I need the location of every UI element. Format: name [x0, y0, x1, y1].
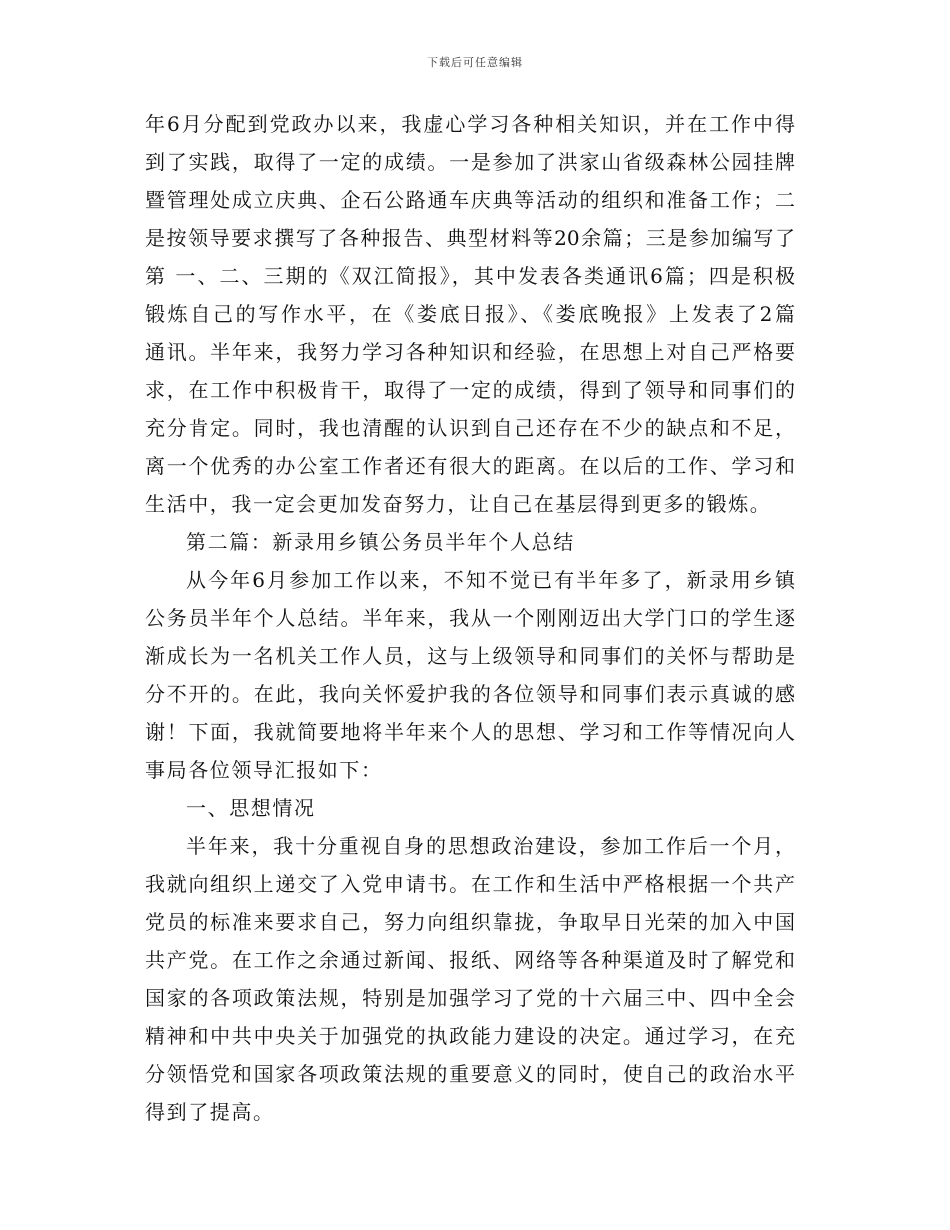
text-line: 锻炼自己的写作水平，在《娄底日报》、《娄底晚报》上发表了2篇	[145, 302, 795, 326]
text-line: 求，在工作中积极肯干，取得了一定的成绩，得到了领导和同事们的	[145, 378, 795, 402]
text-line: 到了实践，取得了一定的成绩。一是参加了洪家山省级森林公园挂牌	[145, 150, 795, 174]
text-line: 分领悟党和国家各项政策法规的重要意义的同时，使自己的政治水平	[145, 1062, 795, 1086]
text-line: 渐成长为一名机关工作人员，这与上级领导和同事们的关怀与帮助是	[145, 644, 795, 668]
text-line: 暨管理处成立庆典、企石公路通车庆典等活动的组织和准备工作；二	[145, 188, 795, 212]
document-body	[145, 105, 795, 1131]
text-line: 谢！下面，我就简要地将半年来个人的思想、学习和工作等情况向人	[145, 720, 795, 744]
text-line: 我就向组织上递交了入党申请书。在工作和生活中严格根据一个共产	[145, 872, 795, 896]
text-line: 第 一、二、三期的《双江简报》，其中发表各类通讯6篇；四是积极	[145, 264, 795, 288]
text-line: 第二篇：新录用乡镇公务员半年个人总结	[186, 530, 575, 554]
text-line: 从今年6月参加工作以来，不知不觉已有半年多了，新录用乡镇	[186, 568, 795, 592]
text-line: 国家的各项政策法规，特别是加强学习了党的十六届三中、四中全会	[145, 986, 795, 1010]
text-line: 事局各位领导汇报如下：	[145, 758, 383, 782]
text-line: 半年来，我十分重视自身的思想政治建设，参加工作后一个月，	[186, 834, 795, 858]
text-line: 得到了提高。	[145, 1100, 275, 1124]
text-line: 离一个优秀的办公室工作者还有很大的距离。在以后的工作、学习和	[145, 454, 795, 478]
text-line: 公务员半年个人总结。半年来，我从一个刚刚迈出大学门口的学生逐	[145, 606, 795, 630]
text-line: 一、思想情况	[186, 796, 316, 820]
text-line: 是按领导要求撰写了各种报告、典型材料等20余篇；三是参加编写了	[145, 226, 795, 250]
text-line: 通讯。半年来，我努力学习各种知识和经验，在思想上对自己严格要	[145, 340, 795, 364]
text-line: 生活中，我一定会更加发奋努力，让自己在基层得到更多的锻炼。	[145, 492, 772, 516]
text-line: 分不开的。在此，我向关怀爱护我的各位领导和同事们表示真诚的感	[145, 682, 795, 706]
text-line: 充分肯定。同时，我也清醒的认识到自己还存在不少的缺点和不足，	[145, 416, 795, 440]
page-header: 下载后可任意编辑	[427, 56, 523, 69]
text-line: 共产党。在工作之余通过新闻、报纸、网络等各种渠道及时了解党和	[145, 948, 795, 972]
text-line: 精神和中共中央关于加强党的执政能力建设的决定。通过学习，在充	[145, 1024, 795, 1048]
text-line: 年6月分配到党政办以来，我虚心学习各种相关知识，并在工作中得	[145, 112, 795, 136]
text-line: 党员的标准来要求自己，努力向组织靠拢，争取早日光荣的加入中国	[145, 910, 795, 934]
